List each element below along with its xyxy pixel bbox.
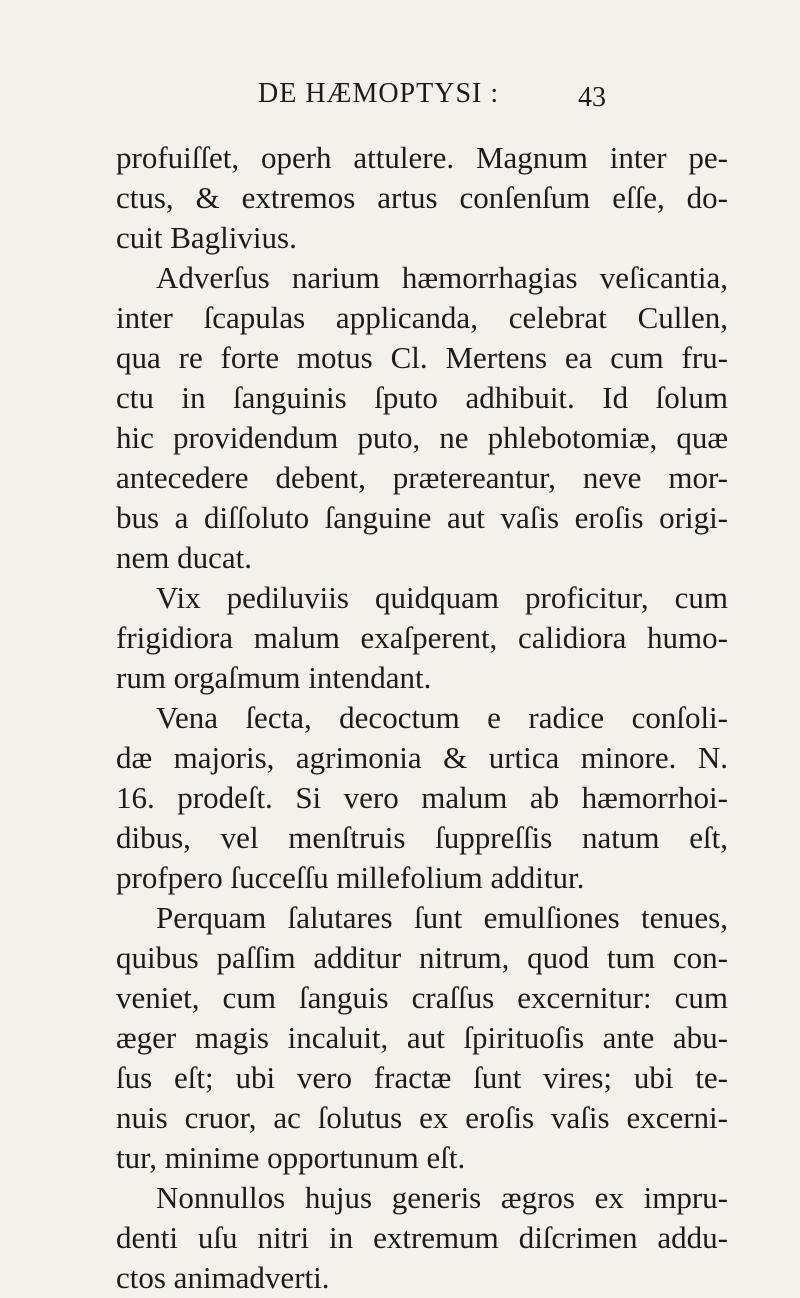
page-number: 43 — [578, 82, 606, 113]
text-line: æger magis incaluit, aut ſpirituoſis ante abu- — [116, 1020, 728, 1055]
text-line: profuiſſet, operh attulere. Magnum inter pe- — [116, 140, 728, 175]
text-line: qua re forte motus Cl. Mertens ea cum fru- — [116, 340, 728, 375]
text-line: quibus paſſim additur nitrum, quod tum con- — [116, 940, 728, 975]
text-line: profpero ſucceſſu millefolium additur. — [116, 860, 585, 895]
text-line: veniet, cum ſanguis craſſus excernitur: cum — [116, 980, 728, 1015]
text-line: dæ majoris, agrimonia & urtica minore. N. — [116, 740, 728, 775]
text-line: frigidiora malum exaſperent, calidiora humo- — [116, 620, 728, 655]
text-line: 16. prodeſt. Si vero malum ab hæmorrhoi- — [116, 780, 728, 815]
running-head: DE HÆMOPTYSI : — [258, 78, 500, 109]
text-line: Adverſus narium hæmorrhagias veſicantia, — [156, 260, 728, 295]
text-line: antecedere debent, prætereantur, neve mor- — [116, 460, 728, 495]
text-line: Vix pediluviis quidquam proficitur, cum — [156, 580, 728, 615]
text-line: ſus eſt; ubi vero fractæ ſunt vires; ubi te- — [116, 1060, 728, 1095]
text-line: ctu in ſanguinis ſputo adhibuit. Id ſolum — [116, 380, 728, 415]
text-line: tur, minime opportunum eſt. — [116, 1140, 466, 1175]
text-line: ctus, & extremos artus conſenſum eſſe, do- — [116, 180, 728, 215]
text-line: Nonnullos hujus generis ægros ex impru- — [156, 1180, 728, 1215]
text-line: rum orgaſmum intendant. — [116, 660, 432, 695]
text-line: Perquam ſalutares ſunt emulſiones tenues, — [156, 900, 728, 935]
text-line: nuis cruor, ac ſolutus ex eroſis vaſis excerni- — [116, 1100, 728, 1135]
text-line: ctos animadverti. — [116, 1260, 330, 1295]
text-line: nem ducat. — [116, 540, 253, 575]
text-line: Vena ſecta, decoctum e radice conſoli- — [156, 700, 728, 735]
text-line: cuit Baglivius. — [116, 220, 297, 255]
text-line: inter ſcapulas applicanda, celebrat Cullen, — [116, 300, 728, 335]
text-line: denti uſu nitri in extremum diſcrimen addu- — [116, 1220, 728, 1255]
text-line: bus a diſſoluto ſanguine aut vaſis eroſis origi- — [116, 500, 728, 535]
text-line: hic providendum puto, ne phlebotomiæ, quæ — [116, 420, 728, 455]
text-line: dibus, vel menſtruis ſuppreſſis natum eſt, — [116, 820, 728, 855]
